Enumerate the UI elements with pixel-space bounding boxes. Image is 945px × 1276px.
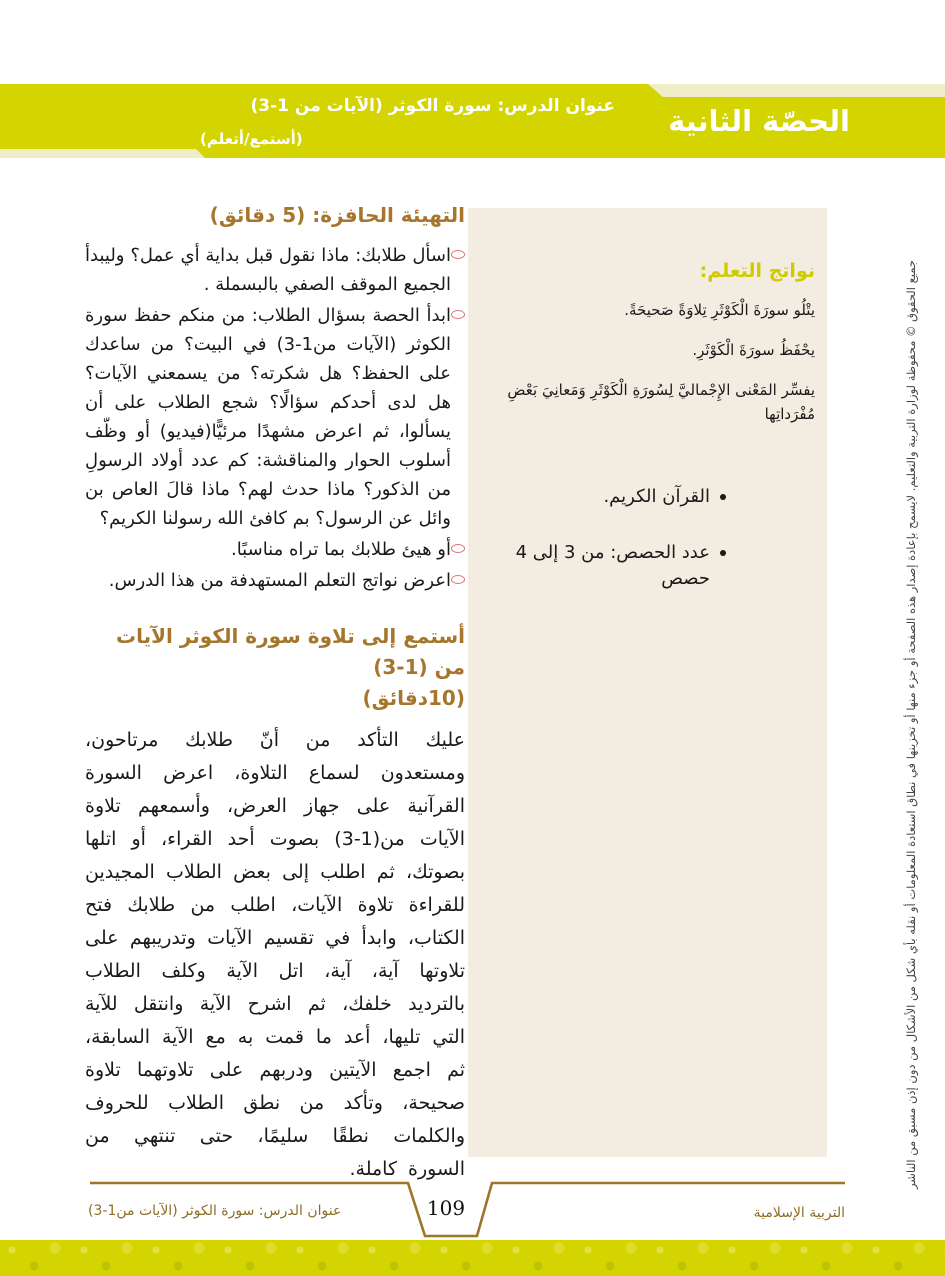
outcome-item: يحْفَظُ سورَةَ الْكَوْثَرِ. bbox=[692, 341, 815, 359]
ring-bullet-icon bbox=[451, 310, 465, 319]
section1-heading: التهيئة الحافزة: (5 دقائق) bbox=[209, 203, 465, 227]
outcome-item: يفسِّر المَعْنى الإِجْماليَّ لِسُورَةِ الْكَوْثَرِ وَمَعانِيَ بَعْضِ مُفْرَداتِها bbox=[507, 381, 815, 423]
footer-lesson-label: عنوان الدرس: سورة الكوثر (الآيات من1-3) bbox=[88, 1203, 342, 1219]
header-cream-strip bbox=[648, 84, 945, 97]
header-cream-wedge bbox=[0, 149, 205, 158]
outcomes-title: نواتج التعلم: bbox=[699, 260, 815, 282]
list-item-text: أو هيئ طلابك بما تراه مناسبًا. bbox=[230, 539, 451, 560]
list-item bbox=[85, 301, 465, 533]
list-item bbox=[480, 540, 710, 592]
session-title: الحصّة الثانية bbox=[668, 104, 850, 138]
list-item-text: القرآن الكريم. bbox=[603, 486, 710, 507]
main-column bbox=[85, 200, 465, 1186]
lesson-title: عنوان الدرس: سورة الكوثر (الآيات من 1-3) bbox=[250, 96, 615, 116]
mode-label: (أستمع/أتعلم) bbox=[200, 130, 303, 148]
list-item bbox=[85, 241, 465, 299]
list-item bbox=[85, 535, 465, 564]
section2-paragraph: عليك التأكد من أنّ طلابك مرتاحون، ومستعدون لسماع التلاوة، اعرض السورة القرآنية على جهاز العرض، وأسمعهم تلاوة الآيات من(1-3) بصوت أحد القراء، أو اتلها بصوتك، ثم اطلب إلى بعض الطلاب المجيدين للقراءة تلاوة الآيات، اطلب من طلابك فتح الكتاب، وابدأ في تقسيم الآيات وتدريبهم على تلاوتها آية، آية، اتل الآية وكلف الطلاب بالترديد خلفك، ثم اشرح الآية وانتقل للآية التي تليها، أعد ما قمت به مع الآية السابقة، ثم اجمع الآيتين ودربهم على تلاوتهما تلاوة صحيحة، وتأكد من نطق الطلاب للحروف والكلمات نطقًا سليمًا، حتى تنتهي من السورة كاملة. bbox=[85, 729, 465, 1180]
bottom-decorative-band bbox=[0, 1240, 945, 1276]
bullet-dot-icon bbox=[720, 494, 726, 500]
list-item bbox=[85, 566, 465, 595]
bullet-dot-icon bbox=[720, 550, 726, 556]
learning-outcomes-box bbox=[468, 208, 827, 1157]
page-number: 109 bbox=[426, 1196, 466, 1220]
list-item-text: ابدأ الحصة بسؤال الطلاب: من منكم حفظ سورة الكوثر (الآيات من1-3) في البيت؟ من ساعدك على الحفظ؟ هل شكرته؟ من يسمعني الآيات؟ هل لدى أحدكم سؤالًا؟ شجع الطلاب على أن يسألوا، ثم اعرض مشهدًا مرئيًّا(فيديو) أو وظّف أسلوب الحوار والمناقشة: كم عدد أولاد الرسولِ من الذكور؟ ماذا حدث لهم؟ ماذا قالَ العاص بن وائل عن الرسول؟ بم كافئ الله رسولنا الكريم؟ bbox=[85, 305, 452, 529]
list-item-text: عدد الحصص: من 3 إلى 4 حصص bbox=[515, 542, 710, 589]
footer-subject-label: التربية الإسلامية bbox=[753, 1205, 845, 1221]
resources-list bbox=[480, 484, 815, 592]
section2-heading-line1: أستمع إلى تلاوة سورة الكوثر الآيات من (1-3) bbox=[116, 624, 465, 679]
list-item-text: اسأل طلابك: ماذا نقول قبل بداية أي عمل؟ وليبدأ الجميع الموقف الصفي بالبسملة . bbox=[85, 245, 451, 295]
section2-heading bbox=[85, 621, 465, 714]
header-band bbox=[0, 84, 945, 158]
outcome-item: يتْلُو سورَةَ الْكَوْثَرِ تِلاوَةً صَحيحَةً. bbox=[624, 301, 815, 319]
copyright-vertical-text: جميع الحقوق © محفوظة لوزارة التربية والتعليم. لايسمح بإعادة إصدار هذه الصفحة أو جزء منها أو تخزينها في نطاق استعادة المعلومات أو نقله بأي شكل من الأشكال من دون إذن مسبق من الناشر bbox=[904, 260, 918, 1190]
list-item-text: اعرض نواتج التعلم المستهدفة من هذا الدرس. bbox=[108, 570, 451, 591]
ring-bullet-icon bbox=[451, 575, 465, 584]
ring-bullet-icon bbox=[451, 544, 465, 553]
list-item bbox=[480, 484, 710, 510]
ring-bullet-icon bbox=[451, 250, 465, 259]
section2-heading-line2: (10دقائق) bbox=[362, 686, 465, 710]
